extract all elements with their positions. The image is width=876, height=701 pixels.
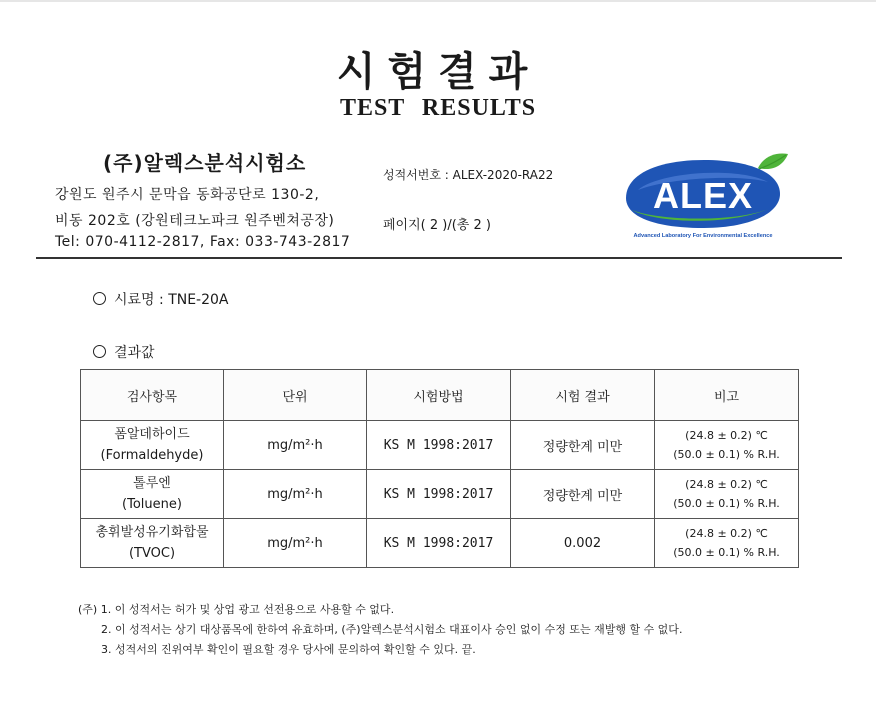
bullet-circle-icon bbox=[93, 292, 106, 305]
test-method: KS M 1998:2017 bbox=[367, 519, 511, 568]
header-unit: 단위 bbox=[224, 370, 367, 421]
page-top-border bbox=[0, 0, 876, 2]
unit: mg/m²·h bbox=[224, 519, 367, 568]
table-row bbox=[81, 421, 799, 470]
table-row bbox=[81, 519, 799, 568]
test-method: KS M 1998:2017 bbox=[367, 421, 511, 470]
lab-address-line2: 비동 202호 (강원테크노파크 원주벤쳐공장) bbox=[55, 213, 335, 229]
alex-logo bbox=[618, 152, 794, 244]
unit: mg/m²·h bbox=[224, 421, 367, 470]
sample-name-row bbox=[93, 289, 229, 309]
header-separator bbox=[36, 257, 842, 259]
table-header-row bbox=[81, 370, 799, 421]
note-item: 2. 이 성적서는 상기 대상품목에 한하여 유효하며, (주)알렉스분석시험소 대표이사 승인 없이 수정 또는 재발행 할 수 없다. bbox=[101, 623, 683, 636]
unit: mg/m²·h bbox=[224, 470, 367, 519]
document-title-korean: 시험결과 bbox=[336, 48, 540, 95]
test-result: 정량한계 미만 bbox=[511, 470, 655, 519]
document-title-english: TEST RESULTS bbox=[339, 95, 537, 121]
logo-leaf-icon bbox=[758, 154, 788, 170]
report-number: 성적서번호 : ALEX-2020-RA22 bbox=[383, 168, 554, 182]
logo-text: ALEX bbox=[652, 175, 754, 216]
lab-contact: Tel: 070-4112-2817, Fax: 033-743-2817 bbox=[55, 234, 351, 250]
lab-address-line1: 강원도 원주시 문막읍 동화공단로 130-2, bbox=[55, 187, 320, 203]
lab-name: (주)알렉스분석시험소 bbox=[103, 151, 307, 175]
notes bbox=[78, 600, 682, 660]
bullet-circle-icon bbox=[93, 345, 106, 358]
remarks: (24.8 ± 0.2) ℃ (50.0 ± 0.1) % R.H. bbox=[655, 470, 799, 519]
test-item: 톨루엔 (Toluene) bbox=[81, 470, 224, 519]
table-row bbox=[81, 470, 799, 519]
test-result: 0.002 bbox=[511, 519, 655, 568]
header-result: 시험 결과 bbox=[511, 370, 655, 421]
results-heading: 결과값 bbox=[114, 345, 155, 361]
logo-tagline: Advanced Laboratory For Environmental Excellence bbox=[633, 233, 773, 239]
sample-name: 시료명 : TNE-20A bbox=[114, 292, 229, 308]
results-heading-row bbox=[93, 342, 155, 362]
results-table bbox=[80, 369, 799, 568]
header-remarks: 비고 bbox=[655, 370, 799, 421]
page-number: 페이지( 2 )/(총 2 ) bbox=[383, 218, 491, 233]
header-method: 시험방법 bbox=[367, 370, 511, 421]
test-result: 정량한계 미만 bbox=[511, 421, 655, 470]
note-item: (주) 1. 이 성적서는 허가 및 상업 광고 선전용으로 사용할 수 없다. bbox=[78, 603, 395, 616]
header-item: 검사항목 bbox=[81, 370, 224, 421]
test-item: 폼알데하이드 (Formaldehyde) bbox=[81, 421, 224, 470]
test-item: 총휘발성유기화합물 (TVOC) bbox=[81, 519, 224, 568]
test-method: KS M 1998:2017 bbox=[367, 470, 511, 519]
note-item: 3. 성적서의 진위여부 확인이 필요할 경우 당사에 문의하여 확인할 수 있다. 끝. bbox=[101, 643, 476, 656]
remarks: (24.8 ± 0.2) ℃ (50.0 ± 0.1) % R.H. bbox=[655, 421, 799, 470]
remarks: (24.8 ± 0.2) ℃ (50.0 ± 0.1) % R.H. bbox=[655, 519, 799, 568]
